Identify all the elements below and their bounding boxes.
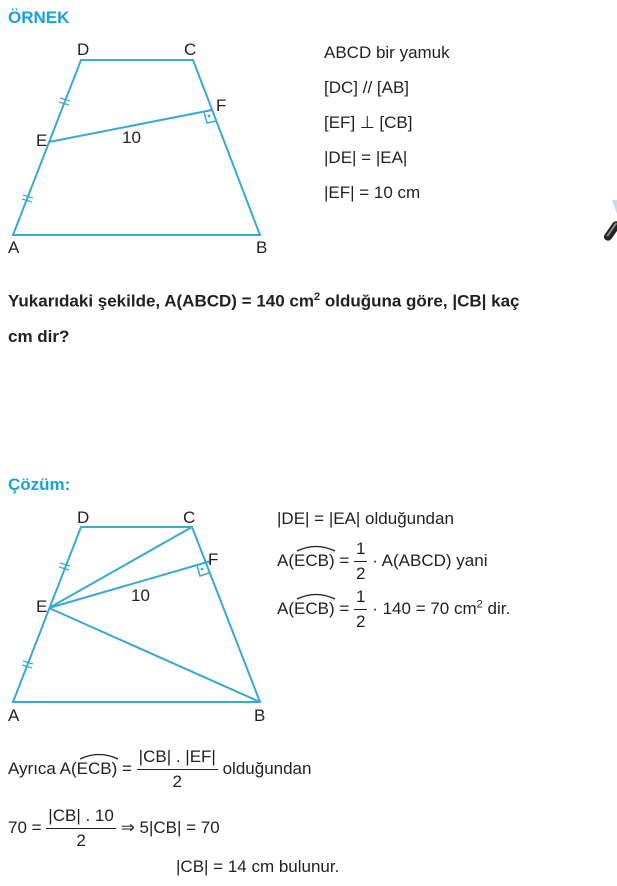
arc-ecb xyxy=(294,551,329,571)
vertex-label-a: A xyxy=(8,706,20,725)
question-text-cont: olduğuna göre, |CB| kaç xyxy=(320,291,520,311)
solution-line-2 xyxy=(277,539,487,584)
vertex-label-f: F xyxy=(208,550,219,569)
denominator: 2 xyxy=(356,612,366,631)
example-heading: ÖRNEK xyxy=(8,8,70,27)
given-item: |DE| = |EA| xyxy=(324,148,408,167)
angle-label: ECB xyxy=(76,758,112,778)
question-line-2: cm dir? xyxy=(8,327,70,346)
question-text: Yukarıdaki şekilde, A(ABCD) = 140 cm xyxy=(8,291,314,311)
pen-icon xyxy=(604,200,617,245)
vertex-label-e: E xyxy=(36,597,48,616)
text: Ayrıca A( xyxy=(8,758,77,778)
example-figure xyxy=(0,30,300,270)
given-item: ABCD bir yamuk xyxy=(324,43,450,62)
solution-heading: Çözüm: xyxy=(8,475,71,494)
fraction xyxy=(354,587,367,632)
text: ) = xyxy=(111,758,132,778)
question-line-1 xyxy=(8,291,519,312)
superscript: 2 xyxy=(476,598,483,611)
fraction xyxy=(46,806,116,851)
given-item: [EF] ⊥ [CB] xyxy=(324,113,413,132)
text: · A(ABCD) yani xyxy=(372,550,488,570)
denominator: 2 xyxy=(76,831,86,850)
vertex-label-d: D xyxy=(77,40,90,59)
angle-label: ECB xyxy=(294,550,329,570)
arc-ecb xyxy=(77,759,112,779)
segment-ef-length: 10 xyxy=(131,586,150,605)
fraction xyxy=(354,539,367,584)
text: ) = xyxy=(328,598,350,618)
angle-label: ECB xyxy=(294,598,329,618)
question-superscript: 2 xyxy=(313,291,321,303)
text: ) = xyxy=(328,550,350,570)
vertex-label-d: D xyxy=(77,508,90,527)
numerator: 1 xyxy=(354,539,367,562)
segment-ef-length: 10 xyxy=(122,128,141,147)
text: dir. xyxy=(482,598,511,618)
vertex-label-b: B xyxy=(256,238,268,257)
vertex-label-c: C xyxy=(183,508,196,527)
numerator: |CB| . 10 xyxy=(46,806,116,829)
arc-ecb xyxy=(294,599,329,619)
numerator: 1 xyxy=(354,587,367,610)
text: · 140 = 70 cm xyxy=(372,598,477,618)
solution-line-5 xyxy=(8,806,220,851)
fraction xyxy=(137,747,218,792)
text: olduğundan xyxy=(222,758,312,778)
vertex-label-b: B xyxy=(254,706,266,725)
denominator: 2 xyxy=(172,772,182,791)
denominator: 2 xyxy=(356,564,366,583)
solution-line-1: |DE| = |EA| olduğundan xyxy=(277,509,454,528)
given-item: [DC] // [AB] xyxy=(324,78,410,97)
numerator: |CB| . |EF| xyxy=(137,747,218,770)
text: A( xyxy=(277,550,294,570)
vertex-label-e: E xyxy=(36,131,48,150)
solution-line-3 xyxy=(277,587,510,632)
text: 70 = xyxy=(8,817,42,837)
text: A( xyxy=(277,598,294,618)
text: ⇒ 5|CB| = 70 xyxy=(120,817,220,837)
solution-figure xyxy=(0,500,280,725)
solution-result: |CB| = 14 cm bulunur. xyxy=(176,857,340,876)
vertex-label-a: A xyxy=(8,238,20,257)
given-item: |EF| = 10 cm xyxy=(324,183,421,202)
vertex-label-c: C xyxy=(184,40,197,59)
solution-line-4 xyxy=(8,747,311,792)
vertex-label-f: F xyxy=(216,96,227,115)
givens-list xyxy=(324,43,450,218)
